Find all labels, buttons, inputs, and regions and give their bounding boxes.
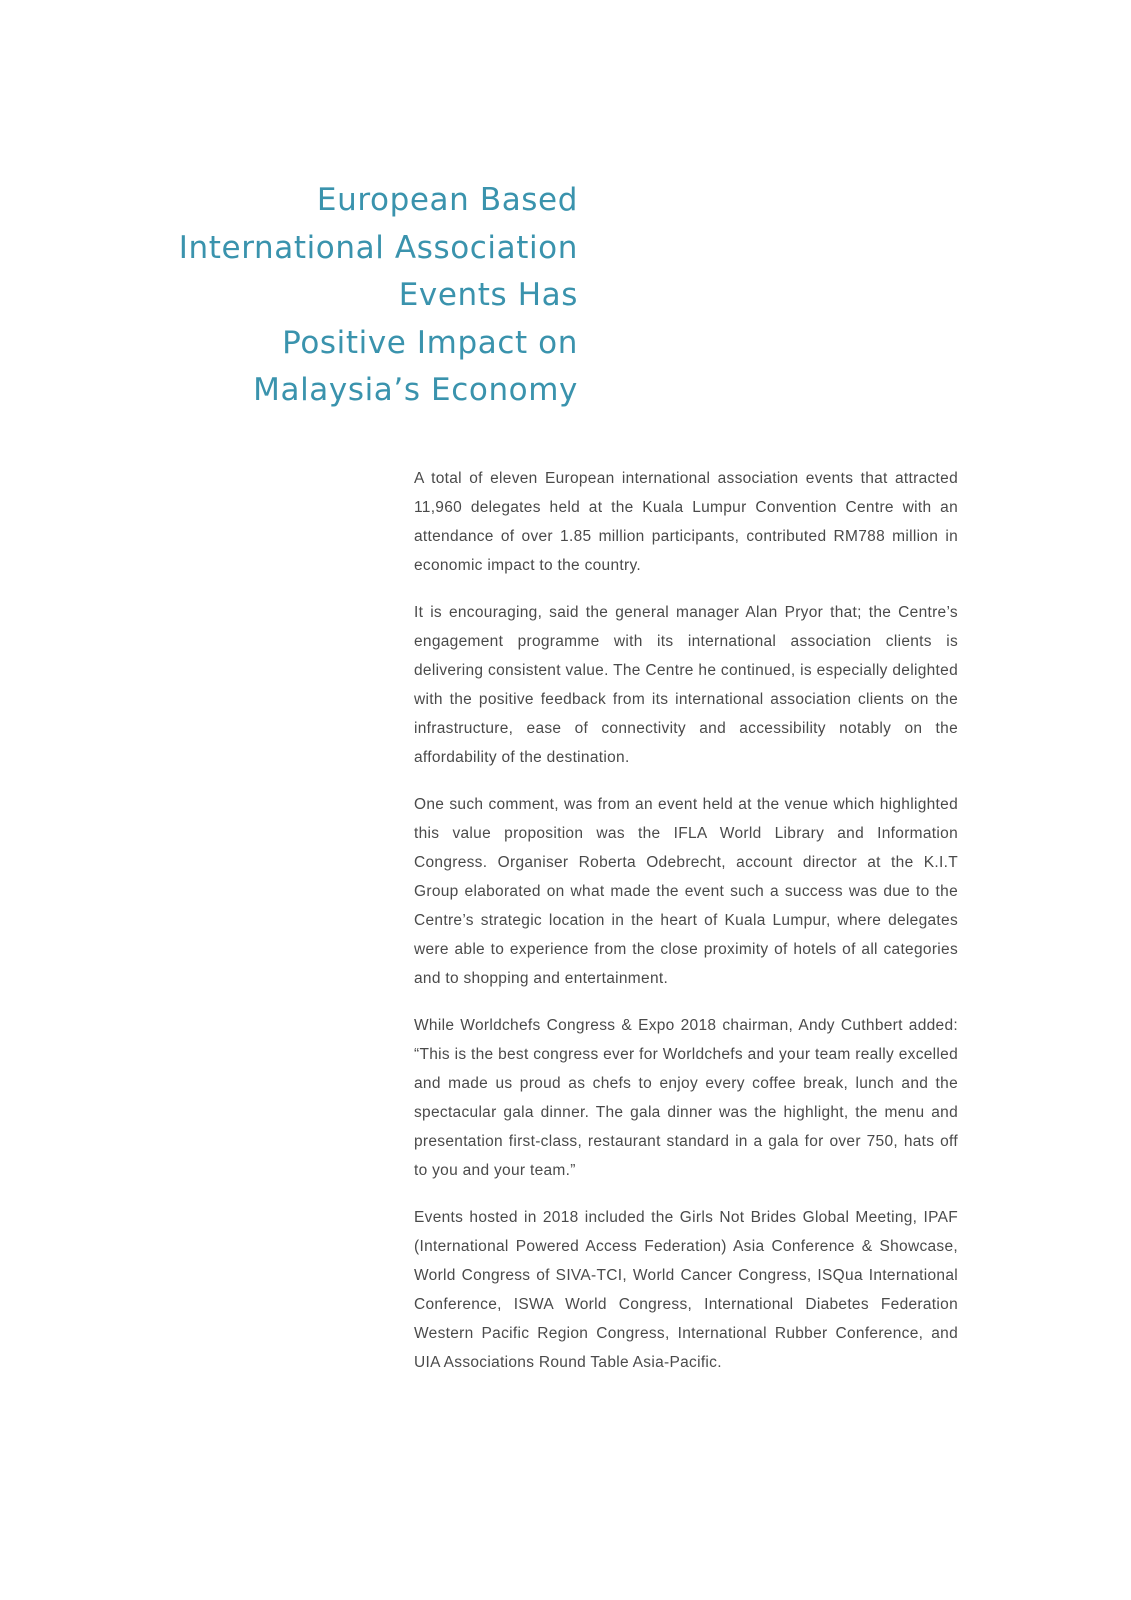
paragraph-general-manager: It is encouraging, said the general manager Alan Pryor that; the Centre’s engagement programme with its international association clients is delivering consistent value. The Centre he continued, is especially delighted with the positive feedback from its international association clients on the infrastructure, ease of connectivity and accessibility notably on the affordability of the destination. bbox=[414, 604, 958, 766]
title-line: European Based bbox=[316, 182, 578, 218]
article-title bbox=[140, 177, 578, 415]
title-line: Positive Impact on bbox=[282, 324, 578, 361]
title-line: International Association bbox=[178, 229, 578, 266]
title-line: Malaysia’s Economy bbox=[253, 372, 578, 408]
paragraph-worldchefs-quote: While Worldchefs Congress & Expo 2018 chairman, Andy Cuthbert added: “This is the best congress ever for Worldchefs and your team really excelled and made us proud as chefs to enjoy every coffee break, lunch and the spectacular gala dinner. The gala dinner was the highlight, the menu and presentation first-class, restaurant standard in a gala for over 750, hats off to you and your team.” bbox=[414, 1017, 958, 1179]
paragraph-ifla-comment: One such comment, was from an event held at the venue which highlighted this value proposition was the IFLA World Library and Information Congress. Organiser Roberta Odebrecht, account director at the K.I.T Group elaborated on what made the event such a success was due to the Centre’s strategic location in the heart of Kuala Lumpur, where delegates were able to experience from the close proximity of hotels of all categories and to shopping and entertainment. bbox=[414, 796, 958, 987]
article-body bbox=[414, 464, 958, 1395]
paragraph-impact-summary: A total of eleven European international association events that attracted 11,960 delegates held at the Kuala Lumpur Convention Centre with an attendance of over 1.85 million participants, contributed RM788 million in economic impact to the country. bbox=[414, 470, 958, 574]
paragraph-events-list: Events hosted in 2018 included the Girls Not Brides Global Meeting, IPAF (International Powered Access Federation) Asia Conference & Showcase, World Congress of SIVA-TCI, World Cancer Congress, ISQua International Conference, ISWA World Congress, International Diabetes Federation Western Pacific Region Congress, International Rubber Conference, and UIA Associations Round Table Asia-Pacific. bbox=[414, 1209, 958, 1371]
title-line: Events Has bbox=[398, 277, 578, 313]
